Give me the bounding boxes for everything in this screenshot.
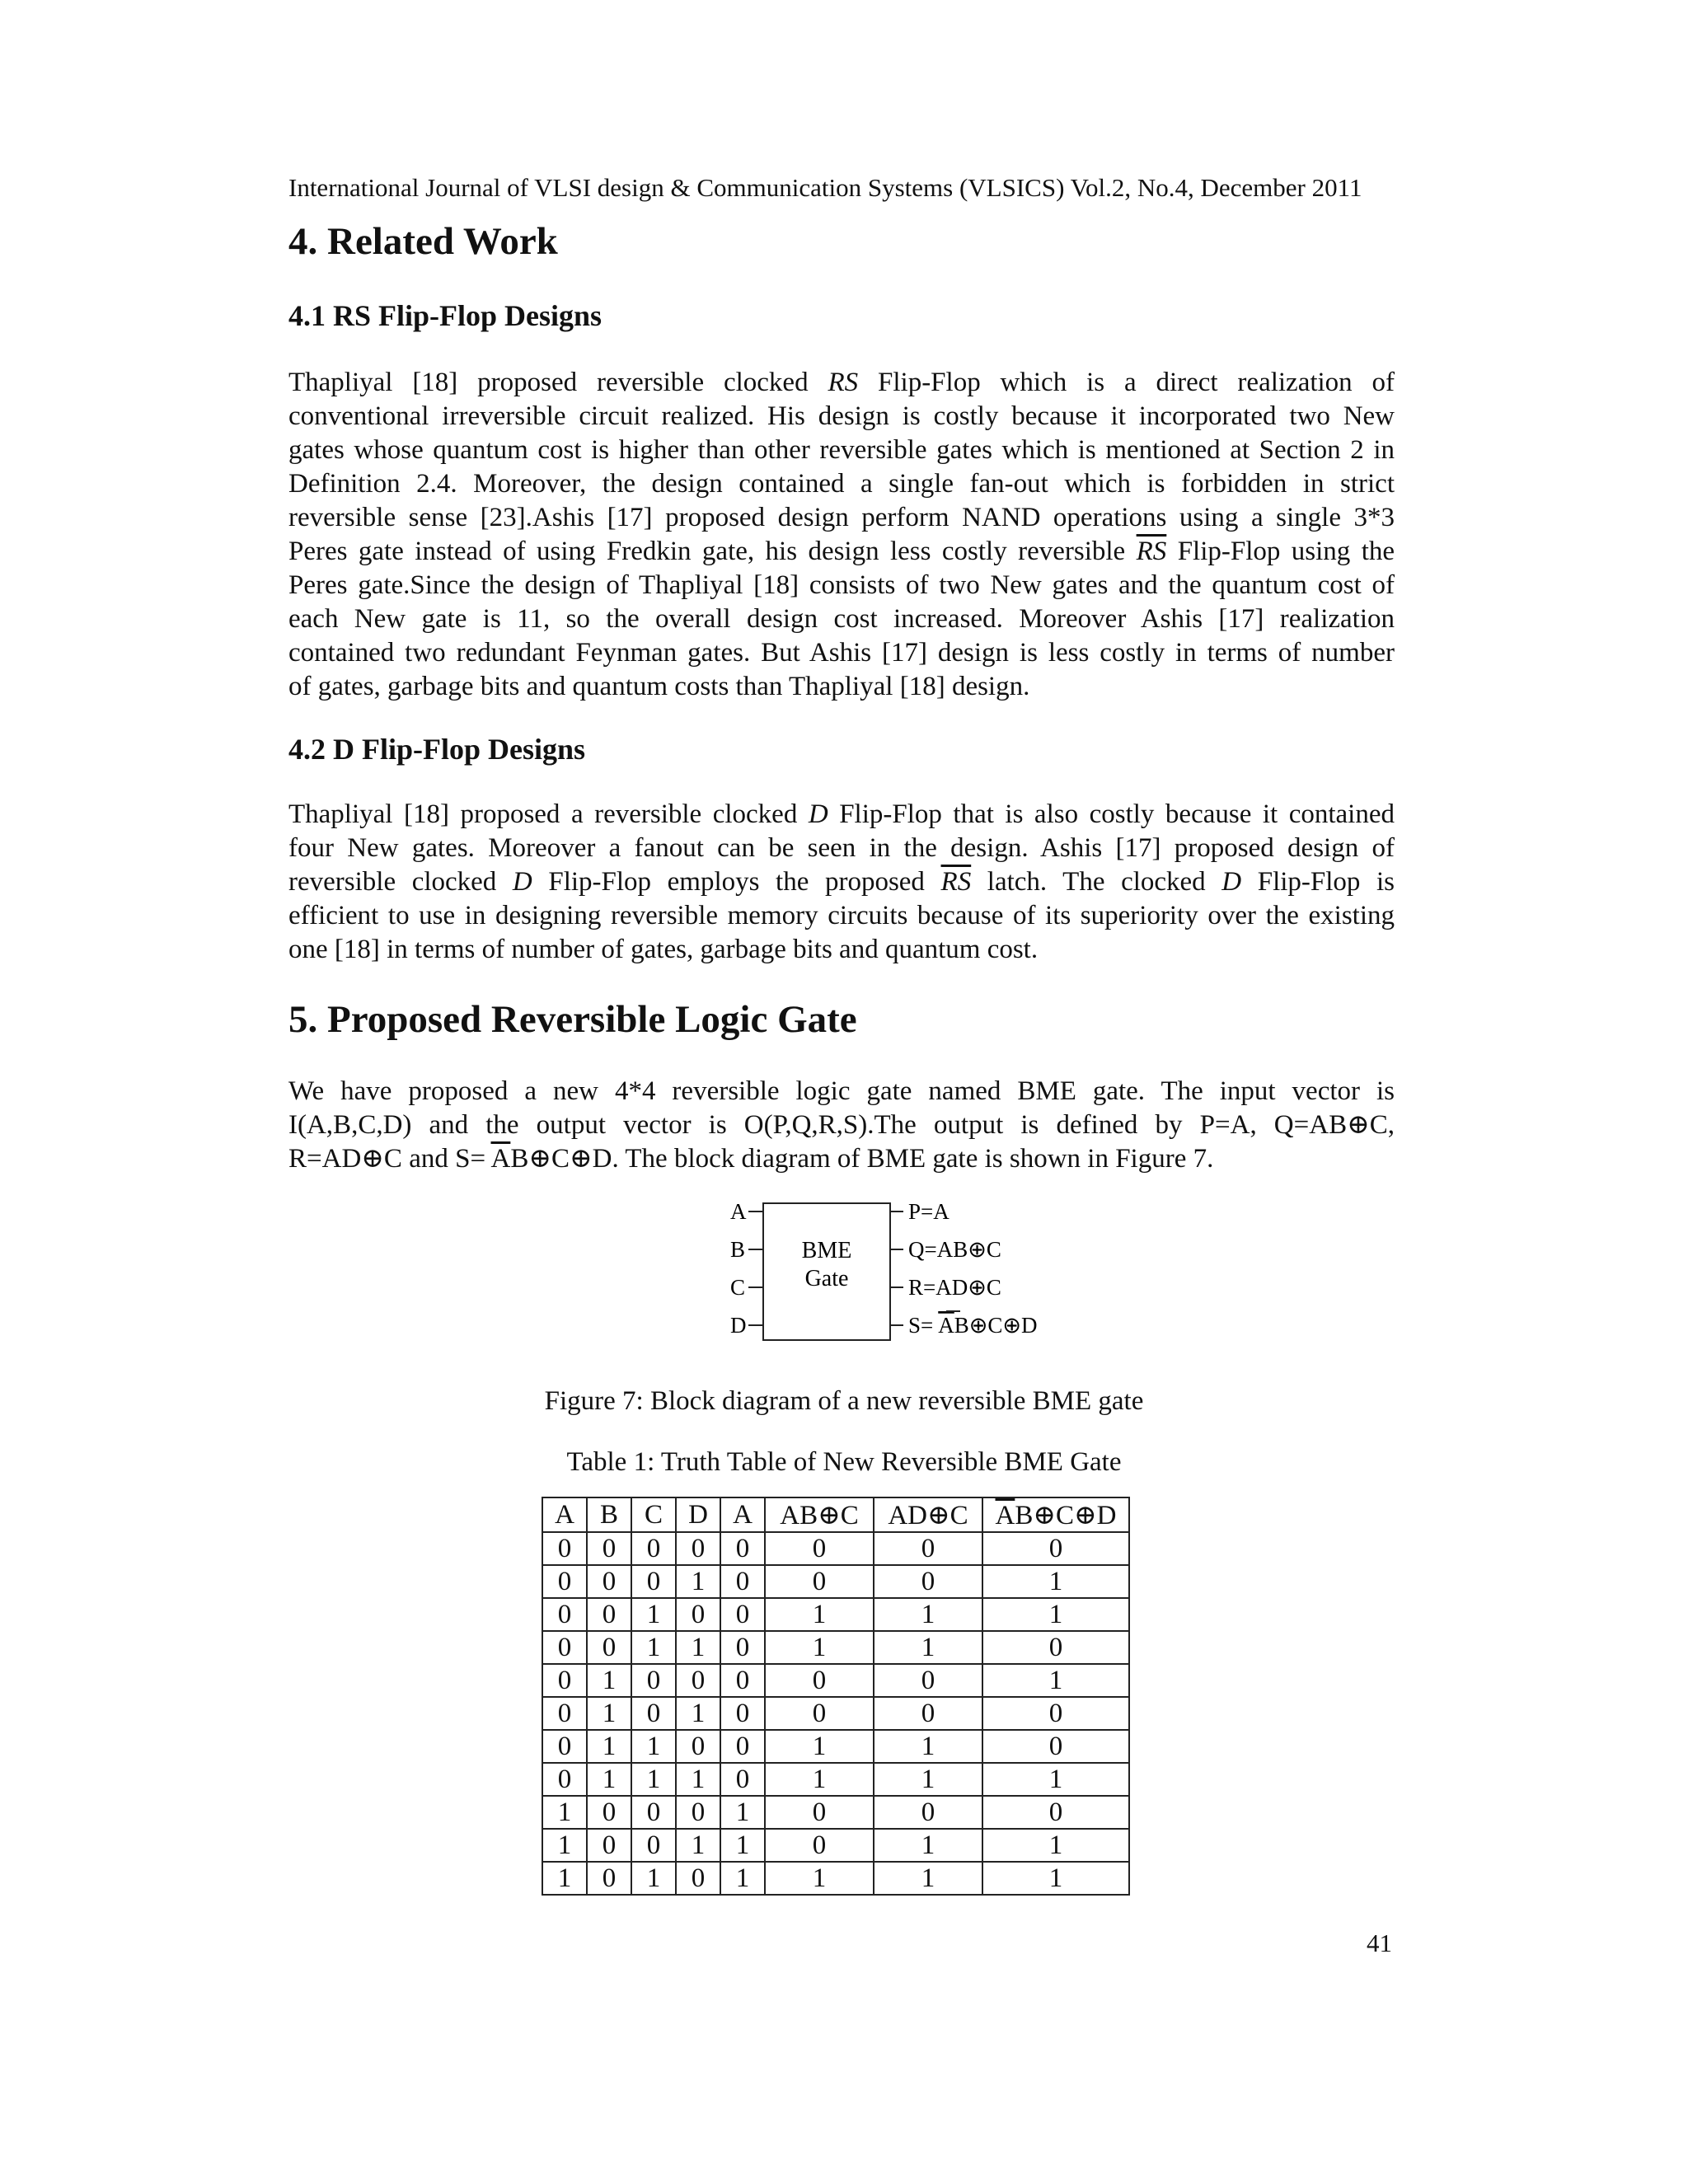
table-row: [542, 1532, 1129, 1565]
section-5-title: 5. Proposed Reversible Logic Gate: [288, 998, 857, 1041]
table-row: [542, 1697, 1129, 1730]
section-5-paragraph: [288, 1075, 1395, 1176]
table-cell: 0: [587, 1631, 631, 1664]
table-cell: 0: [587, 1862, 631, 1895]
table-cell: 0: [874, 1532, 982, 1565]
table-cell: 0: [874, 1697, 982, 1730]
bme-gate-block-diagram: [709, 1193, 1055, 1350]
para-line: Thapliyal [18] proposed a reversible clocked D Flip-Flop that is also costly because it contained: [288, 799, 1395, 829]
header-cell: A: [720, 1497, 765, 1532]
table-cell: 1: [631, 1862, 676, 1895]
section-4-2-paragraph: [288, 798, 1395, 967]
table-cell: 0: [631, 1829, 676, 1862]
table-cell: 1: [676, 1565, 720, 1598]
table-cell: 1: [542, 1796, 587, 1829]
para-line: each New gate is 11, so the overall design cost increased. Moreover Ashis [17] realization: [288, 604, 1395, 634]
table-cell: 1: [874, 1829, 982, 1862]
table-cell: 0: [720, 1763, 765, 1796]
table-cell: 0: [676, 1862, 720, 1895]
table-cell: 0: [982, 1697, 1129, 1730]
para-line: contained two redundant Feynman gates. But Ashis [17] design is less costly in terms of number: [288, 638, 1395, 668]
table-header-row: [542, 1497, 1129, 1532]
table-cell: 1: [676, 1829, 720, 1862]
para-line: R=AD⊕C and $S= \overline{A}B\oplus C\oplus D$. The block diagram of BME gate is shown in Figure 7.: [288, 1144, 1214, 1174]
table-cell: 1: [765, 1631, 874, 1664]
table-cell: 0: [720, 1730, 765, 1763]
para-line: four New gates. Moreover a fanout can be seen in the design. Ashis [17] proposed design of: [288, 833, 1395, 863]
table-cell: 0: [765, 1829, 874, 1862]
para-line: one [18] in terms of number of gates, garbage bits and quantum cost.: [288, 935, 1039, 964]
table-cell: 0: [631, 1796, 676, 1829]
header-cell: D: [676, 1497, 720, 1532]
para-line: I(A,B,C,D) and the output vector is O(P,Q,R,S).The output is defined by P=A, Q=AB⊕C,: [288, 1110, 1395, 1140]
table-cell: 0: [676, 1532, 720, 1565]
table-row: [542, 1565, 1129, 1598]
table-cell: 0: [874, 1565, 982, 1598]
table-cell: 0: [542, 1565, 587, 1598]
gate-name-line2: Gate: [804, 1266, 849, 1291]
truth-table: [542, 1497, 1130, 1896]
journal-header: International Journal of VLSI design & Communication Systems (VLSICS) Vol.2, No.4, December 2011: [288, 173, 1362, 202]
table-cell: 0: [720, 1598, 765, 1631]
table-cell: 1: [874, 1598, 982, 1631]
table-row: [542, 1829, 1129, 1862]
output-label-r: R=AD⊕C: [908, 1275, 1001, 1300]
table-cell: 1: [631, 1631, 676, 1664]
table-cell: 0: [587, 1565, 631, 1598]
header-cell: A: [542, 1497, 587, 1532]
table-row: [542, 1763, 1129, 1796]
table-cell: 1: [982, 1862, 1129, 1895]
table-cell: 0: [631, 1664, 676, 1697]
input-label-d: D: [730, 1313, 747, 1338]
para-line: efficient to use in designing reversible memory circuits because of its superiority over the existing: [288, 901, 1395, 930]
table-row: [542, 1664, 1129, 1697]
table-cell: 0: [587, 1532, 631, 1565]
table-cell: 0: [587, 1829, 631, 1862]
para-line: conventional irreversible circuit realized. His design is costly because it incorporated two New: [288, 401, 1395, 431]
header-cell: B: [587, 1497, 631, 1532]
gate-name-line1: BME: [801, 1238, 852, 1263]
table-cell: 0: [676, 1664, 720, 1697]
table-cell: 1: [720, 1829, 765, 1862]
table-cell: 1: [676, 1763, 720, 1796]
table-row: [542, 1598, 1129, 1631]
figure-7-caption: Figure 7: Block diagram of a new reversible BME gate: [544, 1386, 1144, 1416]
output-label-q: Q=AB⊕C: [908, 1237, 1001, 1262]
table-cell: 0: [587, 1598, 631, 1631]
table-cell: 1: [631, 1598, 676, 1631]
table-cell: 1: [720, 1862, 765, 1895]
table-cell: 0: [765, 1532, 874, 1565]
table-1-caption: Table 1: Truth Table of New Reversible BME Gate: [566, 1447, 1122, 1477]
page-number: 41: [1367, 1929, 1392, 1957]
table-cell: 0: [676, 1598, 720, 1631]
para-line: Peres gate.Since the design of Thapliyal [18] consists of two New gates and the quantum cost of: [288, 570, 1395, 600]
table-cell: 0: [765, 1565, 874, 1598]
table-cell: 1: [542, 1862, 587, 1895]
table-cell: 1: [676, 1697, 720, 1730]
table-cell: 0: [982, 1631, 1129, 1664]
table-row: [542, 1730, 1129, 1763]
truth-table-body: [542, 1532, 1129, 1895]
table-cell: 0: [874, 1796, 982, 1829]
para-line: gates whose quantum cost is higher than other reversible gates which is mentioned at Section 2 in: [288, 435, 1395, 465]
table-cell: 0: [765, 1697, 874, 1730]
table-cell: 0: [720, 1532, 765, 1565]
table-cell: 0: [982, 1796, 1129, 1829]
table-cell: 0: [587, 1796, 631, 1829]
table-cell: 1: [874, 1730, 982, 1763]
table-cell: 1: [982, 1565, 1129, 1598]
section-4-2-title: 4.2 D Flip-Flop Designs: [288, 733, 586, 766]
table-cell: 1: [587, 1730, 631, 1763]
table-cell: 1: [874, 1631, 982, 1664]
section-4-title: 4. Related Work: [288, 220, 558, 263]
header-cell: AD⊕C: [874, 1497, 982, 1532]
table-cell: 1: [765, 1598, 874, 1631]
table-cell: 1: [542, 1829, 587, 1862]
table-cell: 0: [720, 1664, 765, 1697]
table-cell: 1: [765, 1730, 874, 1763]
header-cell: AB⊕C: [765, 1497, 874, 1532]
table-cell: 0: [720, 1631, 765, 1664]
table-cell: 0: [631, 1697, 676, 1730]
output-label-s: S= AB⊕C⊕D: [908, 1313, 1038, 1338]
table-cell: 1: [676, 1631, 720, 1664]
para-line: Thapliyal [18] proposed reversible clocked RS Flip-Flop which is a direct realization of: [288, 368, 1395, 397]
table-cell: 1: [982, 1598, 1129, 1631]
table-row: [542, 1631, 1129, 1664]
table-cell: 0: [982, 1730, 1129, 1763]
table-cell: 1: [765, 1862, 874, 1895]
table-cell: 1: [765, 1763, 874, 1796]
table-cell: 0: [765, 1796, 874, 1829]
table-cell: 1: [587, 1697, 631, 1730]
header-cell: $\overline{A}B\oplus C\oplus D$: [982, 1497, 1129, 1532]
section-4-1-title: 4.1 RS Flip-Flop Designs: [288, 299, 603, 332]
table-cell: 0: [720, 1565, 765, 1598]
table-cell: 1: [982, 1763, 1129, 1796]
table-cell: 1: [631, 1763, 676, 1796]
para-line: reversible clocked D Flip-Flop employs the proposed $\overline{RS}$ latch. The clocked D Flip-Flop is: [288, 867, 1395, 897]
table-cell: 0: [874, 1664, 982, 1697]
para-line: Peres gate instead of using Fredkin gate, his design less costly reversible $\overline{RS}$ Flip-Flop using the: [288, 537, 1395, 566]
table-cell: 0: [765, 1664, 874, 1697]
table-cell: 0: [542, 1598, 587, 1631]
table-cell: 0: [676, 1730, 720, 1763]
table-cell: 0: [542, 1763, 587, 1796]
table-cell: 0: [542, 1532, 587, 1565]
para-line: Definition 2.4. Moreover, the design contained a single fan-out which is forbidden in strict: [288, 469, 1395, 499]
output-label-p: P=A: [908, 1199, 950, 1224]
table-row: [542, 1796, 1129, 1829]
table-row: [542, 1862, 1129, 1895]
table-cell: 0: [720, 1697, 765, 1730]
table-cell: 0: [542, 1631, 587, 1664]
header-cell: C: [631, 1497, 676, 1532]
para-line: We have proposed a new 4*4 reversible logic gate named BME gate. The input vector is: [288, 1076, 1395, 1106]
table-cell: 0: [542, 1664, 587, 1697]
table-cell: 0: [676, 1796, 720, 1829]
table-cell: 1: [982, 1829, 1129, 1862]
table-cell: 1: [631, 1730, 676, 1763]
table-cell: 1: [982, 1664, 1129, 1697]
input-label-a: A: [730, 1199, 747, 1224]
para-line: of gates, garbage bits and quantum costs than Thapliyal [18] design.: [288, 672, 1030, 701]
input-label-b: B: [730, 1237, 746, 1262]
table-cell: 1: [587, 1763, 631, 1796]
input-label-c: C: [730, 1275, 746, 1300]
para-line: reversible sense [23].Ashis [17] proposed design perform NAND operations using a single 3*3: [288, 503, 1395, 532]
table-cell: 1: [874, 1763, 982, 1796]
table-cell: 0: [542, 1730, 587, 1763]
table-cell: 0: [542, 1697, 587, 1730]
table-cell: 1: [720, 1796, 765, 1829]
table-cell: 0: [982, 1532, 1129, 1565]
section-4-1-paragraph: [288, 366, 1395, 704]
table-cell: 0: [631, 1565, 676, 1598]
table-cell: 0: [631, 1532, 676, 1565]
table-cell: 1: [587, 1664, 631, 1697]
table-cell: 1: [874, 1862, 982, 1895]
